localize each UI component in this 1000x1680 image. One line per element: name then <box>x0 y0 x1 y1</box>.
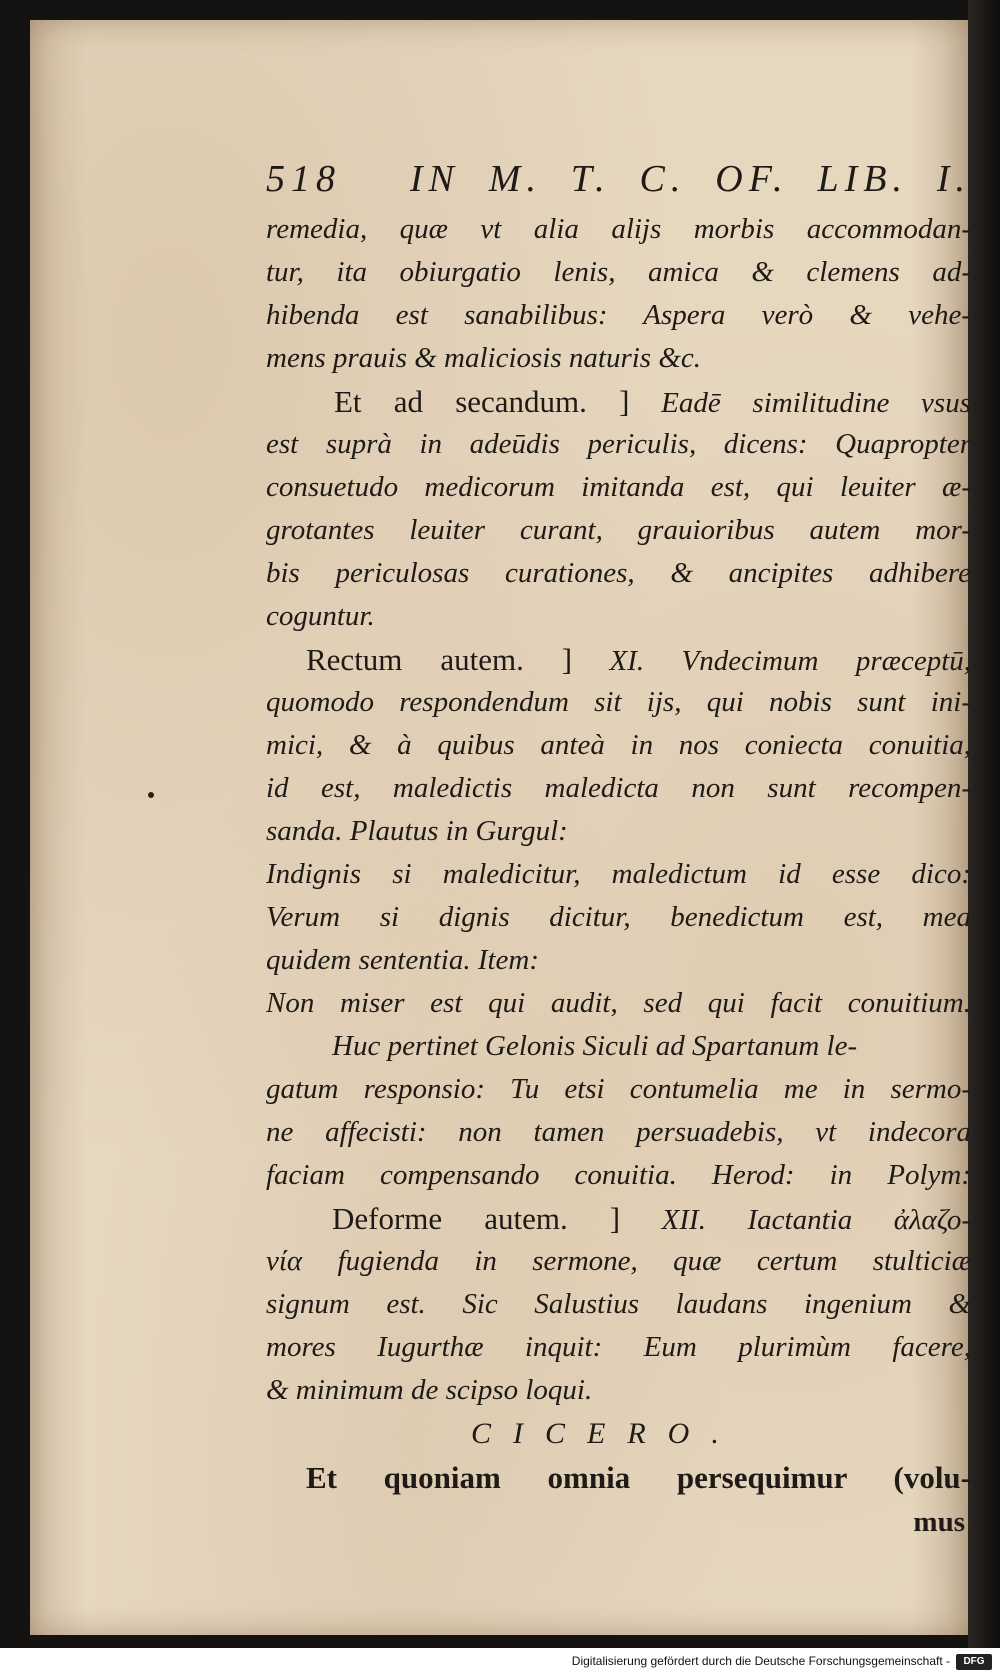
text-line <box>266 251 971 294</box>
page-number: 518 <box>266 158 341 200</box>
text-line <box>266 1326 971 1369</box>
text-line <box>266 896 971 939</box>
line-text: remedia, quæ vt alia alijs morbis accommodan- <box>266 213 971 245</box>
running-title: IN M. T. C. OF. LIB. I. <box>409 158 972 200</box>
line-text: signum est. Sic Salustius laudans ingenium & <box>266 1288 971 1320</box>
page-text <box>266 150 971 1544</box>
text-line <box>266 1025 971 1068</box>
line-text: mores Iugurthæ inquit: Eum plurimùm facere, <box>266 1331 971 1363</box>
ink-spot <box>148 792 154 798</box>
text-line <box>266 1369 971 1412</box>
dfg-logo: DFG <box>956 1654 992 1670</box>
text-line <box>266 509 971 552</box>
lemma: Rectum autem. ] <box>306 642 573 677</box>
text-line <box>266 1197 971 1240</box>
text-line <box>266 552 971 595</box>
text-line <box>266 1240 971 1283</box>
text-line <box>266 466 971 509</box>
line-text: mens prauis & maliciosis naturis &c. <box>266 342 702 374</box>
lemma: Et ad secandum. ] <box>334 384 630 419</box>
line-text: grotantes leuiter curant, grauioribus autem mor- <box>266 514 971 546</box>
text-line <box>266 208 971 251</box>
lemma: Deforme autem. ] <box>332 1201 621 1236</box>
line-text: sanda. Plautus in Gurgul: <box>266 815 568 847</box>
text-line <box>266 939 971 982</box>
line-text: consuetudo medicorum imitanda est, qui leuiter æ- <box>266 471 971 503</box>
text-line <box>266 638 971 681</box>
text-line <box>266 1111 971 1154</box>
text-line <box>266 1154 971 1197</box>
text-line <box>266 853 971 896</box>
line-text: coguntur. <box>266 600 375 632</box>
line-text: faciam compensando conuitia. Herod: in Polym: <box>266 1159 971 1191</box>
text-line <box>266 767 971 810</box>
line-text: ne affecisti: non tamen persuadebis, vt indecora <box>266 1116 971 1148</box>
line-text: Verum si dignis dicitur, benedictum est, mea <box>266 901 971 933</box>
section-heading: CICERO. <box>471 1417 741 1450</box>
line-text: tur, ita obiurgatio lenis, amica & clemens ad- <box>266 256 971 288</box>
line-text: Eadē similitudine vsus <box>661 387 971 419</box>
line-text: & minimum de scipso loqui. <box>266 1374 593 1406</box>
line-text: Non miser est qui audit, sed qui facit conuitium. <box>266 987 971 1019</box>
line-text: XII. Iactantia ἀλαζο- <box>661 1204 972 1236</box>
text-line <box>266 982 971 1025</box>
line-text: bis periculosas curationes, & ancipites adhibere <box>266 557 971 589</box>
line-text: id est, maledictis maledicta non sunt recompen- <box>266 772 971 804</box>
line-text: mici, & à quibus anteà in nos coniecta conuitia, <box>266 729 971 761</box>
text-line <box>266 681 971 724</box>
catchword: mus <box>913 1506 965 1538</box>
line-text: Huc pertinet Gelonis Siculi ad Spartanum le- <box>332 1030 858 1062</box>
text-line <box>266 337 971 380</box>
text-line <box>266 1283 971 1326</box>
text-lines <box>266 208 971 1412</box>
line-text: νία fugienda in sermone, quæ certum stulticiæ <box>266 1245 971 1277</box>
footer-bar <box>0 1648 1000 1680</box>
line-text: gatum responsio: Tu etsi contumelia me in sermo- <box>266 1073 971 1105</box>
text-line <box>266 1068 971 1111</box>
text-line <box>266 810 971 853</box>
text-line <box>266 595 971 638</box>
line-text: quidem sententia. Item: <box>266 944 540 976</box>
line-text: XI. Vndecimum præceptū, <box>609 645 972 677</box>
page-gutter-shadow <box>968 0 1000 1648</box>
line-text: Indignis si maledicitur, maledictum id esse dico: <box>266 858 971 890</box>
line-text: est suprà in adeūdis periculis, dicens: Quapropter <box>266 428 971 460</box>
line-text: quomodo respondendum sit ijs, qui nobis sunt ini- <box>266 686 971 718</box>
text-line <box>266 294 971 337</box>
running-header <box>266 150 971 208</box>
text-line <box>266 423 971 466</box>
text-line <box>266 724 971 767</box>
digitization-credit: Digitalisierung gefördert durch die Deutsche Forschungsgemeinschaft - <box>571 1654 950 1668</box>
text-line <box>266 380 971 423</box>
line-text: hibenda est sanabilibus: Aspera verò & vehe- <box>266 299 971 331</box>
last-line: Et quoniam omnia persequimur (volu- <box>306 1460 971 1495</box>
